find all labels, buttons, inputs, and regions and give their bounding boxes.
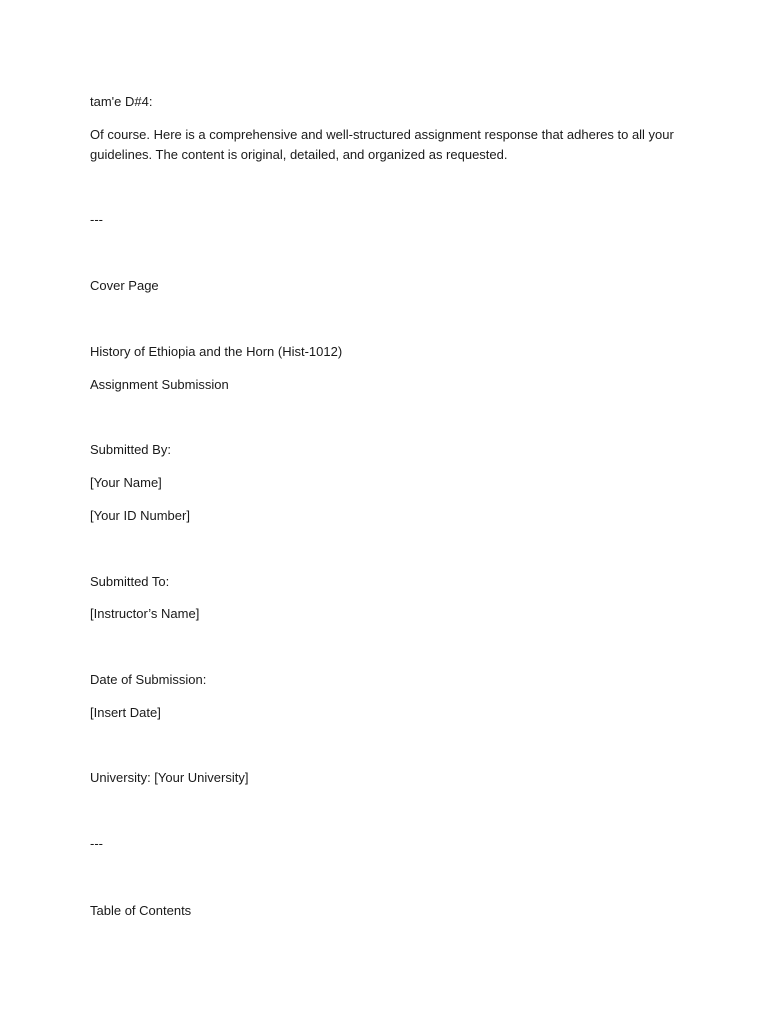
your-id-placeholder: [Your ID Number] (90, 508, 190, 523)
date-of-submission-label: Date of Submission: (90, 672, 207, 687)
insert-date-placeholder: [Insert Date] (90, 705, 161, 720)
your-name-placeholder: [Your Name] (90, 475, 162, 490)
cover-page-heading: Cover Page (90, 278, 159, 293)
separator-1: --- (90, 212, 103, 227)
university-line: University: [Your University] (90, 770, 249, 785)
submitted-by-label: Submitted By: (90, 442, 171, 457)
assignment-label: Assignment Submission (90, 377, 229, 392)
separator-2: --- (90, 836, 103, 851)
intro-paragraph: Of course. Here is a comprehensive and well-structured assignment response that adheres to all your guidelines. The content is original, detailed, and organized as requested. (90, 127, 678, 162)
instructor-name-placeholder: [Instructor’s Name] (90, 606, 200, 621)
header-line: tam'e D#4: (90, 94, 153, 109)
submitted-to-label: Submitted To: (90, 574, 170, 589)
table-of-contents-heading: Table of Contents (90, 903, 192, 918)
course-title: History of Ethiopia and the Horn (Hist-1012) (90, 344, 343, 359)
